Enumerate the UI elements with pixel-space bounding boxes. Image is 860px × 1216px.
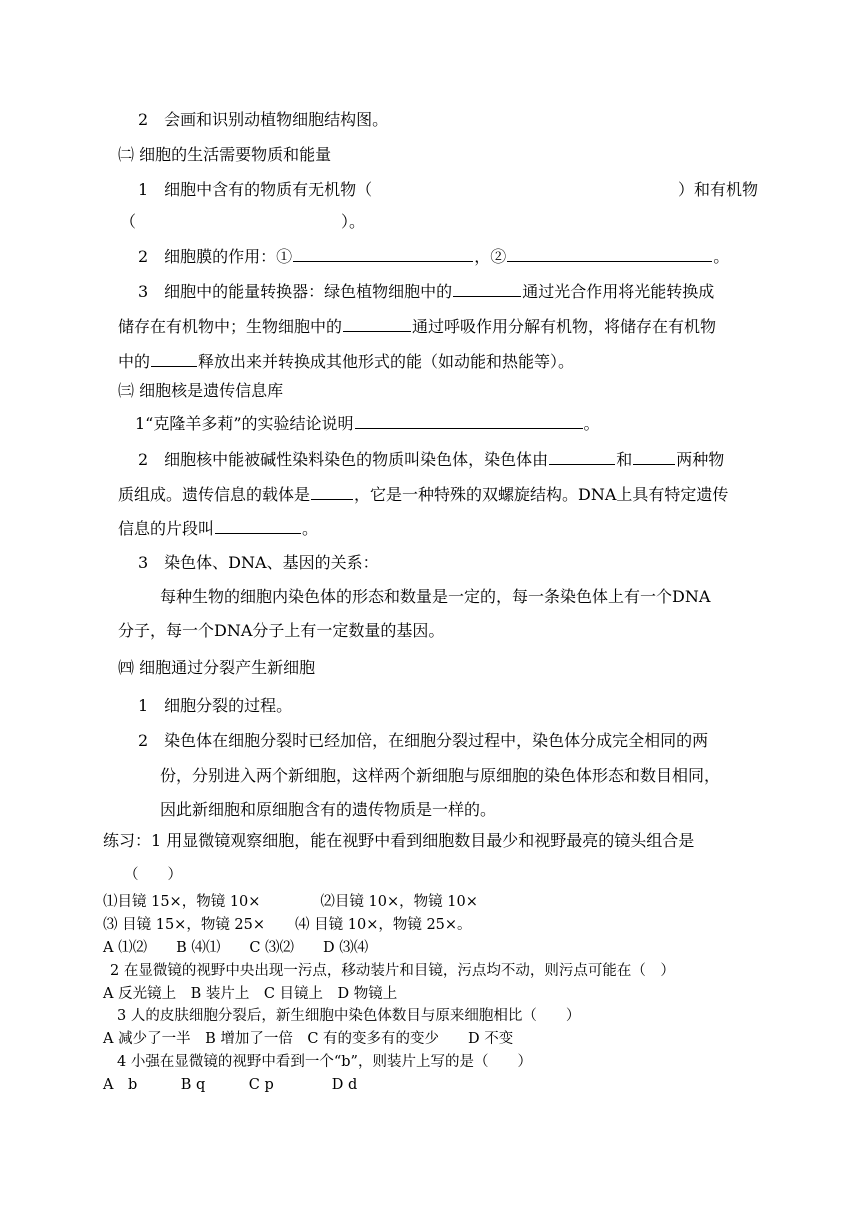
item-chromosome-cont <box>118 485 728 505</box>
text-gene: 信息的片段叫 <box>118 519 215 538</box>
text-sep: ，② <box>474 247 507 266</box>
blank-energy[interactable] <box>151 352 197 367</box>
item-division-process: 1 细胞分裂的过程。 <box>138 696 293 715</box>
section-heading-3: ㈢ 细胞核是遗传信息库 <box>118 381 284 400</box>
text-paren-close: ）。 <box>341 212 366 231</box>
blank-carrier[interactable] <box>311 485 353 500</box>
item-cell-substances-cont <box>120 212 365 232</box>
text-organic: ）和有机物 <box>677 180 758 199</box>
item-cell-substances <box>138 180 758 200</box>
text-energy-6: 释放出来并转换成其他形式的能（如动能和热能等）。 <box>198 352 575 371</box>
item-energy-converter-cont2 <box>118 352 574 372</box>
blank-chloroplast[interactable] <box>453 282 521 297</box>
text-chromosome-1: 2 细胞核中能被碱性染料染色的物质叫染色体，染色体由 <box>138 450 549 469</box>
text-chromosome-2: 两种物 <box>676 450 725 469</box>
exercise-4-question: 4 小强在显微镜的视野中看到一个“b”，则装片上写的是（ ） <box>117 1054 532 1070</box>
text-inorganic: 1 细胞中含有的物质有无机物（ <box>138 180 373 199</box>
exercise-3-question: 3 人的皮肤细胞分裂后，新生细胞中染色体数目与原来细胞相比（ ） <box>117 1008 581 1024</box>
blank-gene[interactable] <box>215 519 301 534</box>
text-energy-5: 中的 <box>118 352 151 371</box>
blank-mitochondria[interactable] <box>343 317 411 332</box>
exercise-1-answers: A ⑴⑵ B ⑷⑴ C ⑶⑵ D ⑶⑷ <box>103 940 369 956</box>
blank-dna[interactable] <box>549 450 615 465</box>
text-helix: ，它是一种特殊的双螺旋结构。DNA上具有特定遗传 <box>354 485 729 504</box>
option-4: ⑷ 目镜 10×，物镜 25×。 <box>295 917 472 933</box>
item-energy-converter <box>138 282 714 302</box>
blank-membrane-1[interactable] <box>293 247 473 262</box>
option-3: ⑶ 目镜 15×，物镜 25× <box>103 917 266 933</box>
item-chromosome <box>138 450 724 470</box>
exercise-1-options-row2 <box>103 915 472 935</box>
blank-dolly[interactable] <box>355 414 583 429</box>
exercise-1-options-row1 <box>103 892 478 912</box>
text-energy-1: 3 细胞中的能量转换器：绿色植物细胞中的 <box>138 282 453 301</box>
item-relationship: 3 染色体、DNA、基因的关系： <box>138 553 379 572</box>
item-cell-membrane <box>138 247 729 267</box>
exercise-3-answers: A 减少了一半 B 增加了一倍 C 有的变多有的变少 D 不变 <box>103 1031 514 1047</box>
text-end: 。 <box>302 519 319 538</box>
item-chromosome-cont2 <box>118 519 318 539</box>
text-end: 。 <box>583 414 600 433</box>
item-draw-cell-diagram: 2 会画和识别动植物细胞结构图。 <box>138 110 389 129</box>
item-division-chromosome-cont: 份，分别进入两个新细胞，这样两个新细胞与原细胞的染色体形态和数目相同， <box>160 766 721 785</box>
exercise-2-question: 2 在显微镜的视野中央出现一污点，移动装片和目镜，污点均不动，则污点可能在（ ） <box>110 963 675 979</box>
item-division-chromosome: 2 染色体在细胞分裂时已经加倍，在细胞分裂过程中，染色体分成完全相同的两 <box>138 731 709 750</box>
text-paren-open: （ <box>120 212 137 231</box>
section-heading-2: ㈡ 细胞的生活需要物质和能量 <box>118 145 332 164</box>
text-end: 。 <box>713 247 730 266</box>
text-carrier: 质组成。遗传信息的载体是 <box>118 485 311 504</box>
text-energy-2: 通过光合作用将光能转换成 <box>522 282 715 301</box>
text-energy-4: 通过呼吸作用分解有机物，将储存在有机物 <box>412 317 717 336</box>
exercise-4-answers: A b B q C p D d <box>103 1077 358 1093</box>
blank-membrane-2[interactable] <box>507 247 712 262</box>
exercise-1-question: 练习：1 用显微镜观察细胞，能在视野中看到细胞数目最少和视野最亮的镜头组合是 <box>103 831 695 850</box>
text-dolly: 1“克隆羊多莉”的实验结论说明 <box>135 414 354 433</box>
item-energy-converter-cont <box>118 317 716 337</box>
blank-protein[interactable] <box>633 450 675 465</box>
para-relationship-1: 每种生物的细胞内染色体的形态和数量是一定的，每一条染色体上有一个DNA <box>160 587 711 606</box>
item-division-chromosome-cont2: 因此新细胞和原细胞含有的遗传物质是一样的。 <box>160 800 497 819</box>
exercise-2-answers: A 反光镜上 B 装片上 C 目镜上 D 物镜上 <box>103 986 398 1002</box>
exercise-1-paren: （ ） <box>124 867 182 883</box>
text-membrane-function: 2 细胞膜的作用：① <box>138 247 293 266</box>
text-and: 和 <box>616 450 633 469</box>
para-relationship-2: 分子，每一个DNA分子上有一定数量的基因。 <box>118 621 445 640</box>
option-2: ⑵目镜 10×，物镜 10× <box>320 894 478 910</box>
item-dolly <box>135 414 600 434</box>
section-heading-4: ㈣ 细胞通过分裂产生新细胞 <box>118 658 316 677</box>
option-1: ⑴目镜 15×，物镜 10× <box>103 894 261 910</box>
text-energy-3: 储存在有机物中；生物细胞中的 <box>118 317 343 336</box>
